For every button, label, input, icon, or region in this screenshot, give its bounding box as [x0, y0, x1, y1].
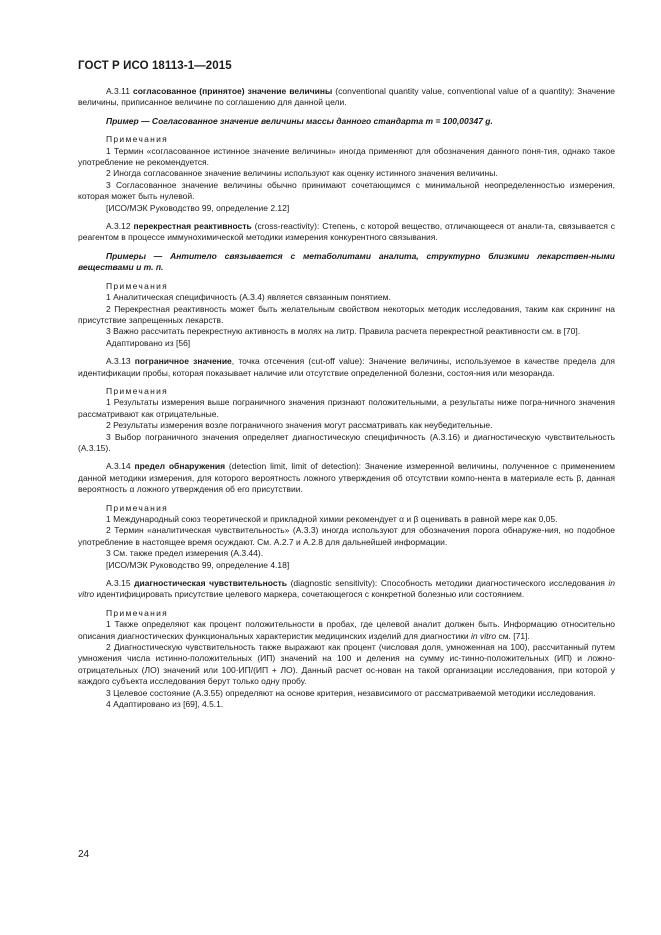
- note-a312-1: 1 Аналитическая специфичность (A.3.4) является связанным понятием.: [106, 292, 391, 303]
- note-a313-3: 3 Выбор пограничного значения определяет диагностическую специфичность (A.3.16) и диагностическую чувствительность (A.3.15).: [78, 431, 615, 453]
- document-body: [78, 86, 615, 711]
- adapted-a312: Адаптировано из [56]: [106, 337, 191, 348]
- term-a311: согласованное (принятое) значение величины: [132, 86, 333, 96]
- page-number: 24: [78, 849, 90, 860]
- reference-a311: [ИСО/МЭК Руководство 99, определение 2.12]: [106, 202, 290, 213]
- note-a315-2: 2 Диагностическую чувствительность также выражают как процент (числовая доля, умноженная на 100), рассчитанный путем умножения числа истинно-положительных (ИП) значений на 100 и деления на сумму ис-тинно-положительных (ИП) и ложно-отрицательных (ЛО) значений или 100·ИП/(ИП + ЛО). Данный расчет ос-нован на такой организации исследования, при которой у каждого субъекта исследования берут только одну пробу.: [78, 642, 615, 687]
- example-a311: Пример — Согласованное значение величины массы данного стандарта m = 100,00347 g.: [106, 115, 493, 126]
- term-a313: пограничное значение: [134, 356, 232, 367]
- note-a312-3: 3 Важно рассчитать перекрестную активность в молях на литр. Правила расчета перекрестной реактивности см. в [70].: [106, 326, 581, 337]
- note-a314-2: 2 Термин «аналитическая чувствительность» (A.3.3) иногда используют для обозначения порога обнаруже-ния, но подобное употребление в настоящее время осуждают. См. A.2.7 и A.2.8 для дальнейшей информации.: [78, 525, 615, 547]
- reference-a314: [ИСО/МЭК Руководство 99, определение 4.18]: [106, 559, 290, 570]
- notes-heading-a314: Примечания: [106, 502, 169, 513]
- term-a315: диагностическая чувствительность: [134, 578, 288, 589]
- definition-a315: A.3.15 диагностическая чувствительность (diagnostic sensitivity): Способность методики диагностического исследования in vitro идентифицировать присутствие целевого маркера, сочетающегося с конкретной болезнью или состоянием.: [78, 578, 615, 600]
- note-a315-1: 1 Также определяют как процент положительности в пробах, где целевой аналит должен быть. Информацию относительно описания диагностических функциональных характеристик медицинских изделий для диагностики in vitro см. [71].: [78, 619, 615, 641]
- note-a311-3: 3 Согласованное значение величины обычно принимают сочетающимся с минимальной неопределенностью измерения, которая может быть нулевой.: [78, 179, 615, 202]
- definition-a312: A.3.12 перекрестная реактивность (cross-reactivity): Степень, с которой вещество, отличающееся от анали-та, связывается с реагентом в процессе иммунохимической методики измерения конкурентного связывания.: [78, 221, 615, 243]
- term-a312: перекрестная реактивность: [133, 221, 252, 232]
- example-a312: Примеры — Антитело связывается с метаболитами аналита, структурно близкими лекарствен-ными веществами и т. п.: [78, 250, 615, 273]
- definition-a313: A.3.13 пограничное значение, точка отсечения (cut-off value): Значение величины, используемое в качестве предела для идентификации пробы, которая показывает наличие или отсутствие определенной болезни, состоя-ния или мезоранда.: [78, 356, 616, 378]
- note-a311-2: 2 Иногда согласованное значение величины используют как оценку истинного значения величины.: [106, 168, 498, 179]
- definition-a314: A.3.14 предел обнаружения (detection limit, limit of detection): Значение измеренной величины, полученное с применением данной методики измерения, для которого вероятность ложного утверждения об отсутствии компо-нента в материале есть β, данная вероятность α ложного утверждения об его присутствии.: [78, 461, 615, 495]
- note-a314-1: 1 Международный союз теоретической и прикладной химии рекомендует α и β оценивать в равной мере как 0,05.: [106, 514, 558, 524]
- note-a314-3: 3 См. также предел измерения (A.3.44).: [106, 548, 264, 559]
- definition-a311: A.3.11 согласованное (принятое) значение величины (conventional quantity value, conventional value of a quantity): Значение величины, приписанное величине по соглашению для данной цели.: [78, 86, 615, 108]
- note-a312-2: 2 Перекрестная реактивность может быть желательным свойством некоторых методик исследования, таким как скрининг на присутствие запрещенных лекарств.: [78, 303, 615, 325]
- note-a315-4: 4 Адаптировано из [69], 4.5.1.: [106, 699, 224, 710]
- term-a314: предел обнаружения: [134, 461, 226, 472]
- notes-heading-a313: Примечания: [106, 385, 169, 396]
- document-header: ГОСТ Р ИСО 18113-1—2015: [78, 60, 232, 72]
- note-a315-3: 3 Целевое состояние (A.3.55) определяют на основе критерия, независимого от рассматриваемой методики исследования.: [106, 687, 596, 698]
- notes-heading-a315: Примечания: [106, 607, 169, 618]
- notes-heading-a312: Примечания: [106, 280, 169, 291]
- note-a313-2: 2 Результаты измерения возле пограничного значения могут рассматривать как неубедительные.: [106, 420, 493, 431]
- note-a313-1: 1 Результаты измерения выше пограничного значения признают положительными, а результаты ниже погра-ничного значения рассматривают как отрицательные.: [78, 397, 615, 419]
- notes-heading-a311: Примечания: [106, 134, 169, 145]
- note-a311-1: 1 Термин «согласованное истинное значение величины» иногда применяют для обозначения данного поня-тия, однако такое употребление не рекомендуется.: [78, 145, 615, 168]
